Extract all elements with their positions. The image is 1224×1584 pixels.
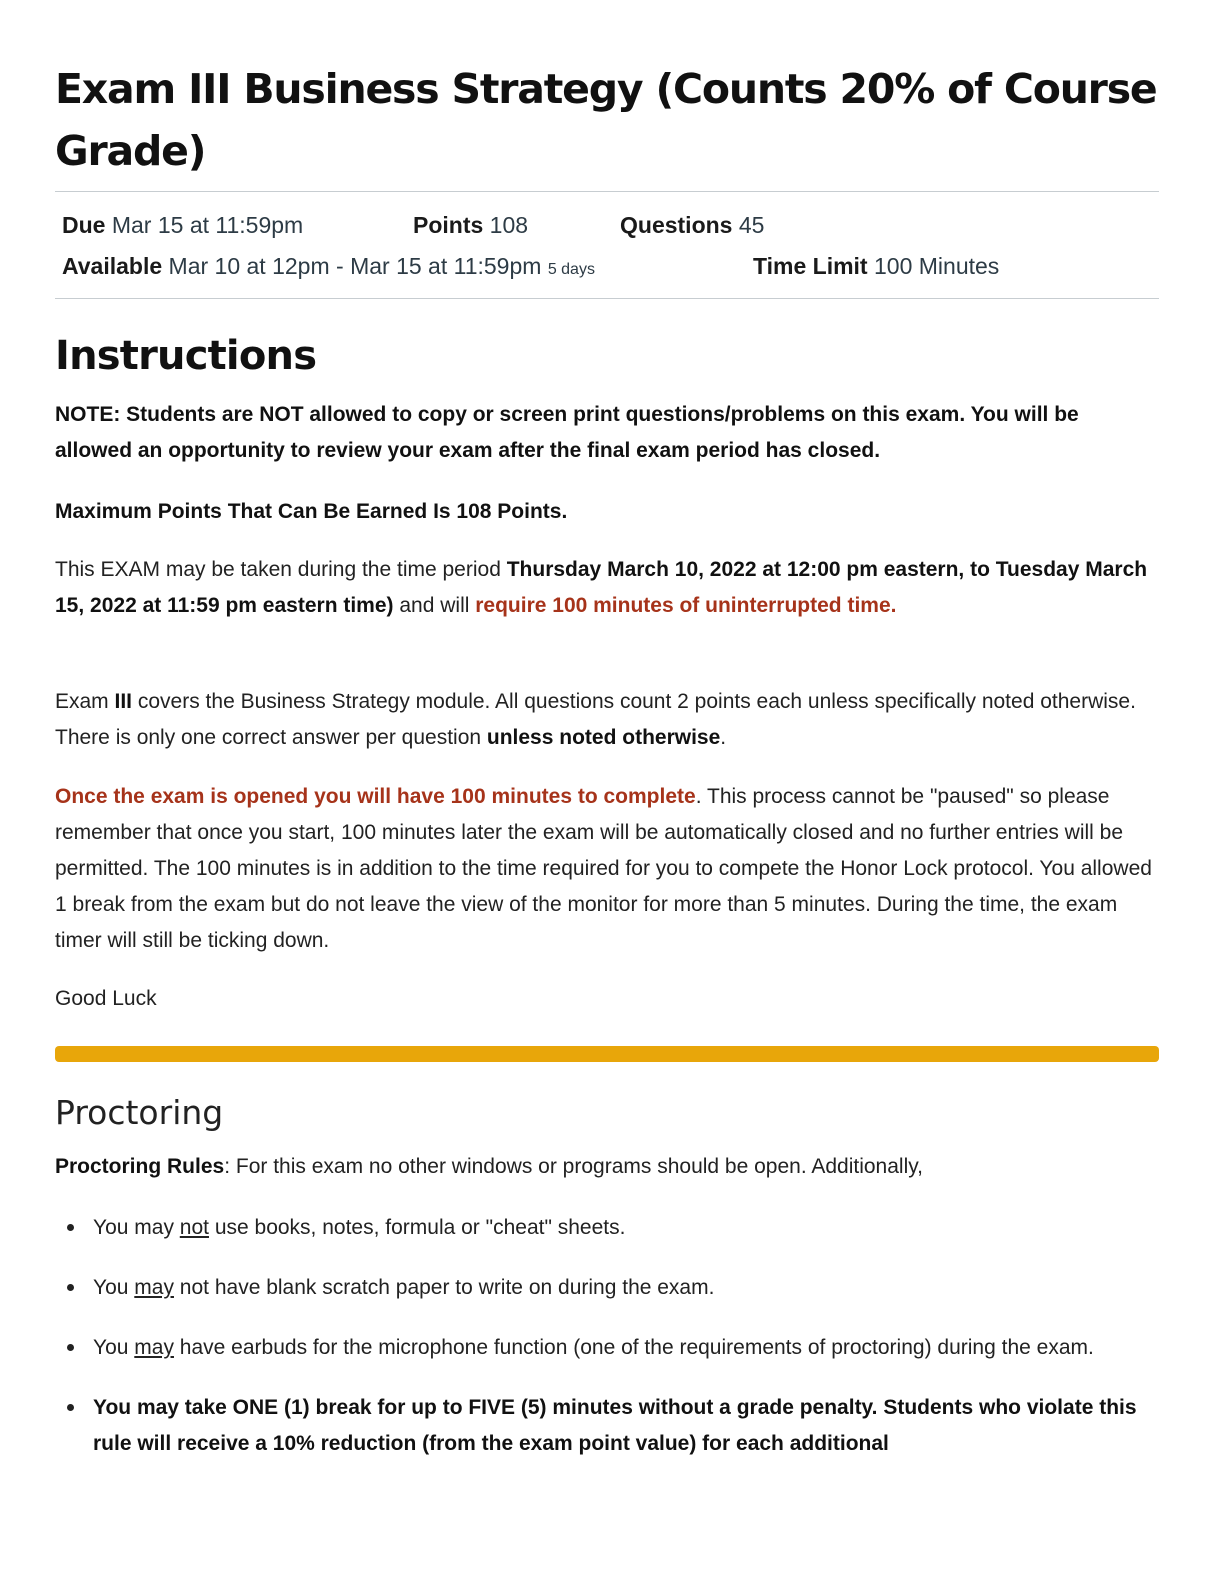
coverage-text-1: Exam [55, 690, 115, 713]
time-period-paragraph [55, 552, 1159, 624]
available-value: Mar 10 at 12pm - Mar 15 at 11:59pm [168, 253, 542, 279]
rule-text: use books, notes, formula or "cheat" sheets. [208, 1216, 626, 1239]
time-limit-info [753, 251, 999, 281]
rule-text: You may [93, 1216, 180, 1239]
proctoring-heading: Proctoring [55, 1093, 224, 1132]
time-limit-value: 100 Minutes [874, 253, 1000, 279]
bullet-icon [67, 1344, 74, 1351]
list-item [55, 1330, 1159, 1366]
bullet-icon [67, 1284, 74, 1291]
timer-paragraph [55, 779, 1159, 959]
module-coverage-paragraph [55, 684, 1159, 756]
coverage-emphasis: unless noted otherwise [486, 726, 721, 749]
rule-text: You [93, 1336, 135, 1359]
rule-underlined: may [134, 1276, 174, 1299]
proctoring-rules-text: : For this exam no other windows or programs should be open. Additionally, [224, 1155, 924, 1178]
coverage-text-2: covers the Business Strategy module. All questions count 2 points each unless specifically noted otherwise. There is only one correct answer per question [55, 690, 1136, 749]
coverage-exam-number: III [114, 690, 133, 713]
questions-info [620, 210, 764, 240]
bullet-icon [67, 1224, 74, 1231]
max-points-note: Maximum Points That Can Be Earned Is 108 Points. [55, 500, 568, 523]
available-label: Available [62, 253, 163, 279]
due-label: Due [62, 212, 106, 238]
exam-meta-row-1 [62, 210, 1162, 240]
divider [55, 191, 1159, 192]
coverage-period: . [720, 726, 727, 749]
timer-details: . This process cannot be "paused" so please remember that once you start, 100 minutes later the exam will be automatically closed and no further entries will be permitted. The 100 minutes is in addition to the time required for you to compete the Honor Lock protocol. You allowed 1 break from the exam but do not leave the view of the monitor for more than 5 minutes. During the time, the exam timer will still be ticking down. [55, 785, 1152, 952]
rule-text: have earbuds for the microphone function (one of the requirements of proctoring) during the exam. [173, 1336, 1094, 1359]
section-divider-bar [55, 1046, 1159, 1062]
proctoring-rules-label: Proctoring Rules [55, 1155, 225, 1178]
rule-underlined: may [134, 1336, 174, 1359]
questions-value: 45 [738, 212, 765, 238]
due-info [62, 210, 303, 240]
available-info [62, 251, 595, 285]
instructions-heading: Instructions [55, 333, 317, 379]
time-period-dates: Thursday March 10, 2022 at 12:00 pm eastern, to Tuesday March 15, 2022 at 11:59 pm eastern time) [55, 558, 1148, 617]
copy-note: NOTE: Students are NOT allowed to copy or screen print questions/problems on this exam. You will be allowed an opportunity to review your exam after the final exam period has closed. [55, 403, 1079, 462]
questions-label: Questions [620, 212, 733, 238]
good-luck-text: Good Luck [55, 987, 157, 1010]
timer-warning: Once the exam is opened you will have 100 minutes to complete [55, 785, 696, 808]
rule-text: not have blank scratch paper to write on during the exam. [173, 1276, 715, 1299]
time-period-connector: and will [393, 594, 476, 617]
points-label: Points [413, 212, 484, 238]
rule-text: You [93, 1276, 135, 1299]
page-title: Exam III Business Strategy (Counts 20% of Course Grade) [55, 65, 1157, 175]
time-period-intro: This EXAM may be taken during the time period [55, 558, 507, 581]
points-value: 108 [489, 212, 529, 238]
divider [55, 298, 1159, 299]
proctoring-rules-intro [55, 1149, 1159, 1185]
list-item [55, 1270, 1159, 1306]
due-value: Mar 15 at 11:59pm [111, 212, 304, 238]
points-info [413, 210, 528, 240]
available-duration: 5 days [547, 261, 595, 278]
list-item [55, 1210, 1159, 1246]
time-limit-label: Time Limit [753, 253, 868, 279]
break-rule-text: You may take ONE (1) break for up to FIVE (5) minutes without a grade penalty. Students who violate this rule will receive a 10% reduction (from the exam point value) for each additional [93, 1396, 1137, 1455]
proctoring-rules-list [55, 1210, 1159, 1486]
exam-meta-row-2 [62, 251, 1162, 281]
rule-underlined: not [179, 1216, 209, 1239]
list-item [55, 1390, 1159, 1462]
bullet-icon [67, 1404, 74, 1411]
time-period-requirement: require 100 minutes of uninterrupted time. [475, 594, 897, 617]
